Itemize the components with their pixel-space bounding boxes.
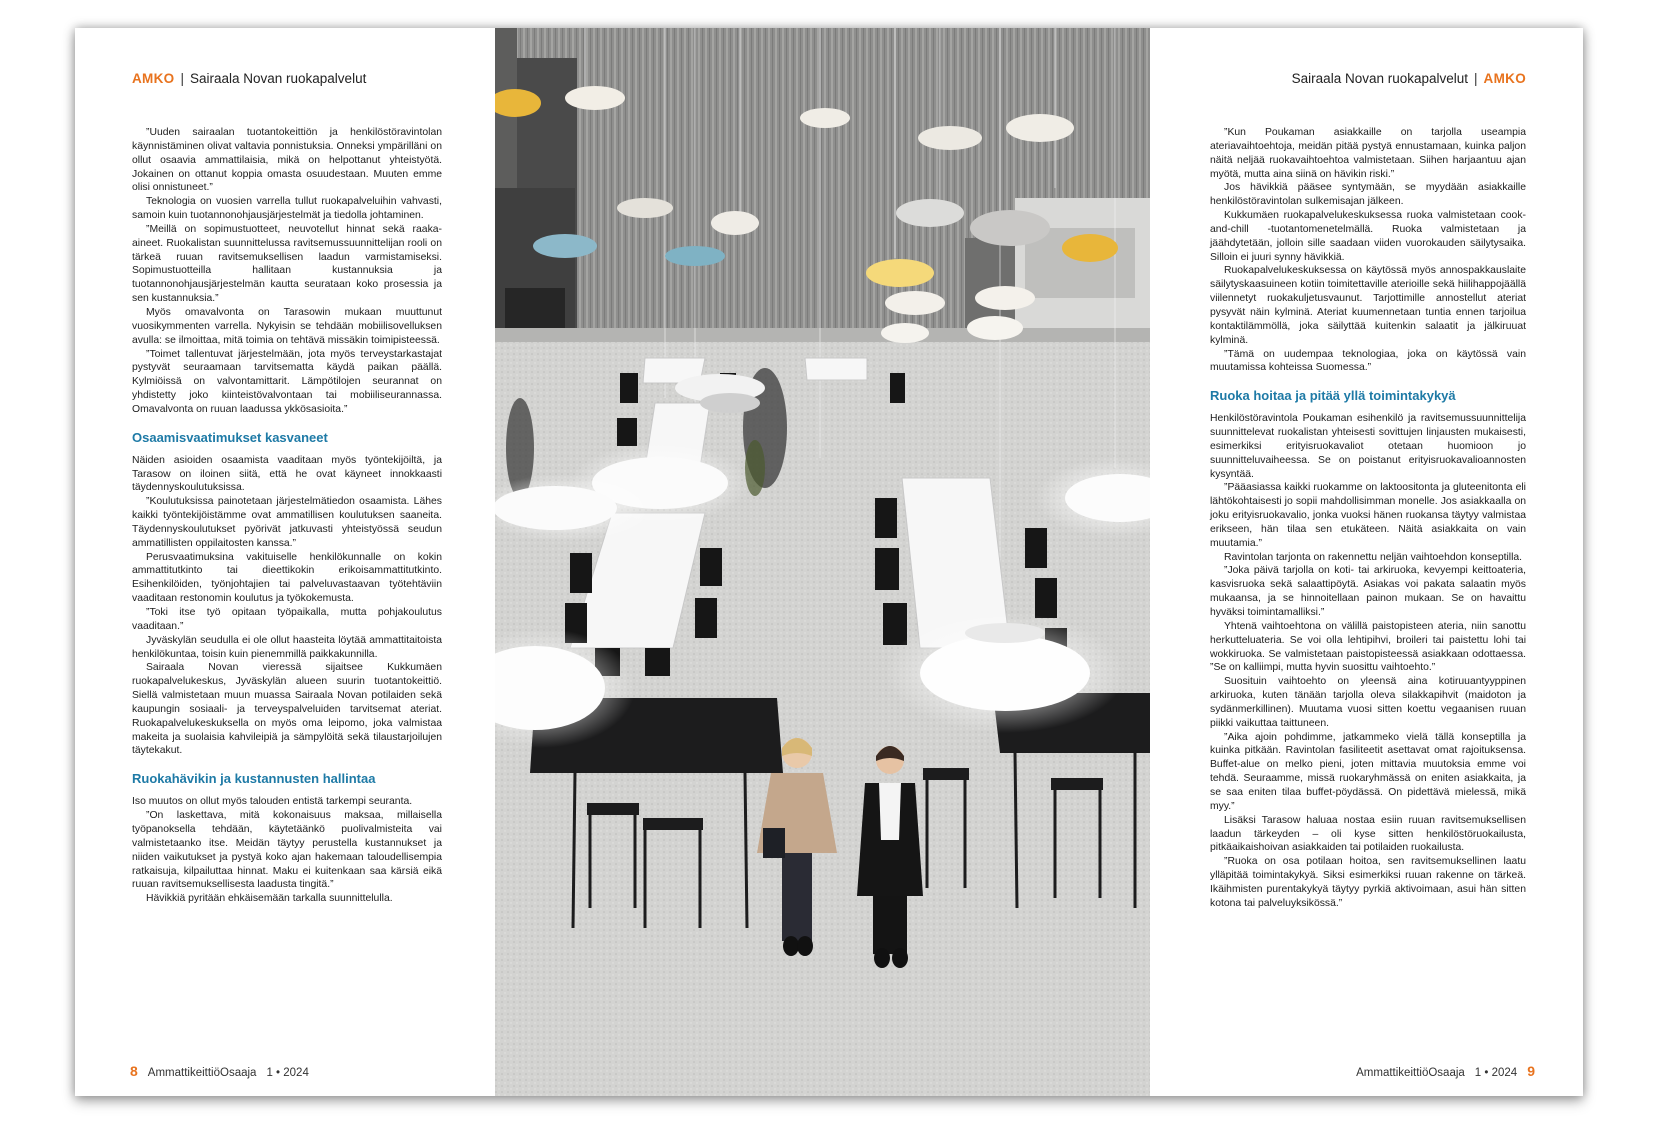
cafeteria-photo-illustration bbox=[495, 28, 1150, 1096]
magazine-name: AmmattikeittiöOsaaja bbox=[1356, 1067, 1465, 1079]
cafeteria-photo bbox=[495, 28, 1150, 1096]
left-page-header bbox=[132, 71, 366, 86]
subheading: Ruokahävikin ja kustannusten hallintaa bbox=[132, 771, 376, 787]
section-title: Sairaala Novan ruokapalvelut bbox=[189, 71, 367, 86]
page-number: 8 bbox=[130, 1063, 138, 1079]
paragraph: Suosituin vaihtoehto on yleensä aina kotiruuantyyppinen arkiruoka, kuten tänään tarjolla oleva silakkapihvit (maidoton ja sydänmerkillinen). Muutama vuosi sitten koettu vegaanisen ruuan piikki vaikuttaa taittuneen. bbox=[1210, 676, 1526, 729]
right-page-header bbox=[1292, 71, 1526, 86]
paragraph: ”Tämä on uudempaa teknologiaa, joka on käytössä vain muutamissa kohteissa Suomessa.” bbox=[1210, 348, 1526, 374]
page-number: 9 bbox=[1527, 1063, 1535, 1079]
paragraph: Jos hävikkiä pääsee syntymään, se myydään asiakkaille henkilöstöravintolan sulkemisajan jälkeen. bbox=[1210, 182, 1526, 208]
header-separator: | bbox=[1474, 71, 1478, 86]
brand-logo-text: AMKO bbox=[1483, 71, 1526, 86]
right-article-column bbox=[1210, 126, 1526, 911]
subheading: Osaamisvaatimukset kasvaneet bbox=[132, 429, 328, 445]
right-page-footer bbox=[1356, 1063, 1535, 1079]
magazine-spread bbox=[75, 28, 1583, 1096]
paragraph: Yhtenä vaihtoehtona on välillä paistopisteen ateria, niin sanottu herkutteluateria. Se voi olla lehtipihvi, broileri tai paistettu lohi tai wokkiruoka. Se valmistetaan paistopisteessä asiakkaan odottaessa. ”Se on kalliimpi, mutta hyvin suosittu vaihtoehto.” bbox=[1210, 620, 1526, 674]
paragraph: Henkilöstöravintola Poukaman esihenkilö ja ravitsemussuunnittelija suunnittelevat ruokalistan yhteisesti sovittujen linjausten mukaisesti, esimerkiksi erityisruokavaliot otetaan huomioon jo suunnitteluvaiheessa. Se on poistanut erityisruokavalioannosten kysyntää. bbox=[1210, 413, 1526, 480]
paragraph: ”Pääasiassa kaikki ruokamme on laktoositonta ja gluteenitonta eli lähtökohtaisesti jo sopii mahdollisimman monelle. Jos asiakkaalla on joku erityisruokavalio, jonka vuoksi hänen ruokansa täytyy valmistaa erikseen, hän tilaa sen etukäteen. Näitä asiakkaita on vain muutamia.” bbox=[1210, 482, 1526, 549]
paragraph: ”Toimet tallentuvat järjestelmään, jota myös terveystarkastajat pystyvät seuraamaan tarvitsematta käydä paikan päällä. Kylmiöissä on valvontamittarit. Lämpötilojen seurannat on yhdistetty joko kiinteistövalvontaan tai mobiiliseurannassa. Omavalvonta on ruuan laadussa ykkösasioita.” bbox=[132, 348, 442, 415]
magazine-name: AmmattikeittiöOsaaja bbox=[147, 1067, 257, 1079]
left-page-footer bbox=[130, 1063, 309, 1079]
paragraph: Perusvaatimuksina vakituiselle henkilökunnalle on kokin ammattitutkinto tai dieettikokin erikoisammattitutkinto. Esihenkilöiden, työnjohtajien tai palveluvastaavan työtehtäviin vaaditaan restonomin koulutus ja työkokemusta. bbox=[132, 551, 442, 605]
paragraph: Kukkumäen ruokapalvelukeskuksessa ruoka valmistetaan cook-and-chill -tuotantomenetelmällä. Ruoka valmistetaan ja jäähdytetään, jolloin sille saadaan viiden vuorokauden säilytysaika. Silloin ei juuri synny hävikkiä. bbox=[1210, 210, 1526, 263]
paragraph: Iso muutos on ollut myös talouden entistä tarkempi seuranta. bbox=[132, 796, 413, 808]
paragraph: Sairaala Novan vieressä sijaitsee Kukkumäen ruokapalvelukeskus, Jyväskylän alueen suurin tuotantokeittiö. Siellä valmistetaan muun muassa Sairaala Novan potilaiden sekä kaupungin sosiaali- ja terveyspalveluiden tarvitsemat ateriat. Ruokapalvelukeskuksella on myös oma leipomo, joka valmistaa makeita ja suolaisia kahvileipiä ja sämpylöitä sekä tilaustarjoilujen täytekakut. bbox=[132, 662, 442, 757]
paragraph: ”Uuden sairaalan tuotantokeittiön ja henkilöstöravintolan käynnistäminen olivat valtavia ponnistuksia. Onneksi ympärilläni on ollut osaavia ammattilaisia, mikä on helpottanut yhteistyötä. Jokainen on ottanut koppia omasta osuudestaan. Muuten emme olisi onnistuneet.” bbox=[132, 127, 442, 194]
paragraph: Ruokapalvelukeskuksessa on käytössä myös annospakkauslaite säilytyskaasuineen kotiin toimitettaville aterioille sekä hiilihappojäällä viilennetyt ruokakuljetusvaunut. Tarjottimille annostellut ateriat pysyvät näin kylminä. Ateriat kuumennetaan tuntia ennen tarjoilua kontaktilämmöllä, joka säilyttää kuitenkin salaatit ja jälkiruuat kylminä. bbox=[1210, 265, 1526, 346]
subheading: Ruoka hoitaa ja pitää yllä toimintakykyä bbox=[1210, 388, 1456, 404]
paragraph: Teknologia on vuosien varrella tullut ruokapalveluihin vahvasti, samoin kuin tuotannonohjausjärjestelmät ja tiedolla johtaminen. bbox=[132, 196, 442, 222]
paragraph: ”Aika ajoin pohdimme, jatkammeko vielä tällä konseptilla ja kuinka pitkään. Ravintolan fasiliteetit asettavat omat rajoituksensa. Buffet-alue on melko pieni, joten mittavia muutoksia emme voi tehdä. Seuraamme, missä ruokaryhmässä on eniten asiakkaita, ja se saa eniten tilaa buffet-pöydässä. On pidettävä mielessä, mikä myy.” bbox=[1210, 731, 1526, 812]
paragraph: ”Ruoka on osa potilaan hoitoa, sen ravitsemuksellinen laatu ylläpitää toimintakykyä. Siksi esimerkiksi ruuan rakenne on tärkeä. Ikäihmisten purentakykyä täytyy pyrkiä aktivoimaan, asui hän sitten kotona tai palveluyksikössä.” bbox=[1210, 856, 1526, 909]
left-article-column bbox=[132, 126, 442, 906]
paragraph: Lisäksi Tarasow haluaa nostaa esiin ruuan ravitsemuksellisen laadun tärkeyden – oli kyse sitten henkilöstöruokailusta, pitkäaikaishoivan asiakkaiden tai potilaiden ruokailusta. bbox=[1210, 814, 1526, 854]
paragraph: ”Kun Poukaman asiakkaille on tarjolla useampia ateriavaihtoehtoja, meidän pitää pystyä ennustamaan, kuinka paljon näitä neljää ruokavaihtoehtoa valmistetaan. Siihen harjaantuu ajan myötä, mutta aina siinä on hävikin riski.” bbox=[1210, 127, 1526, 180]
right-page bbox=[1150, 28, 1583, 1096]
left-page bbox=[75, 28, 495, 1096]
paragraph: Hävikkiä pyritään ehkäisemään tarkalla suunnittelulla. bbox=[146, 893, 393, 905]
paragraph: Jyväskylän seudulla ei ole ollut haasteita löytää ammattitaitoista henkilökuntaa, toisin kuin pienemmillä paikkakunnilla. bbox=[132, 634, 442, 660]
paragraph: ”On laskettava, mitä kokonaisuus maksaa, millaisella työpanoksella tehdään, käytetäänkö puolivalmisteita vai valmistetaanko itse. Meidän täytyy perustella kustannukset ja niiden vaikutukset ja pystyä koko ajan hakemaan taloudellisempia ratkaisuja, kilpailuttaa hinnat. Maku ei kuitenkaan saa kärsiä eikä ruuan ravitsemuksellisesta laadusta tingitä.” bbox=[132, 810, 442, 891]
section-title: Sairaala Novan ruokapalvelut bbox=[1291, 71, 1469, 86]
paragraph: ”Koulutuksissa painotetaan järjestelmätiedon osaamista. Lähes kaikki työntekijöistämme ovat ammatillisen koulutuksen saaneita. Täydennyskoulutukset pyörivät jatkuvasti yhteistyössä seudun ammatillisten oppilaitosten kanssa.” bbox=[132, 496, 442, 549]
paragraph: Myös omavalvonta on Tarasowin mukaan muuttunut vuosikymmenten varrella. Nykyisin se tehdään mobiilisovelluksen avulla: se ilmoittaa, mitä toimia on tehtävä missäkin toimipisteessä. bbox=[132, 306, 442, 346]
paragraph: ”Meillä on sopimustuotteet, neuvotellut hinnat sekä raaka-aineet. Ruokalistan suunnittelussa ravitsemussuunnittelijan rooli on tärkeä ruuan ravitsemuksellisen laadun varmistamiseksi. Sopimustuotteilla hallitaan kustannuksia ja tuotannonohjausjärjestelmän kautta seurataan koko prosessia ja sen kustannuksia.” bbox=[132, 223, 442, 305]
brand-logo-text: AMKO bbox=[132, 71, 175, 86]
issue-number: 1 • 2024 bbox=[1474, 1067, 1518, 1079]
issue-number: 1 • 2024 bbox=[266, 1067, 309, 1079]
header-separator: | bbox=[180, 71, 184, 86]
paragraph: Näiden asioiden osaamista vaaditaan myös työntekijöiltä, ja Tarasow on iloinen siitä, että he ovat käyneet innokkaasti täydennyskoulutuksissa. bbox=[132, 454, 442, 494]
paragraph: ”Toki itse työ opitaan työpaikalla, mutta pohjakoulutus vaaditaan.” bbox=[132, 607, 442, 632]
paragraph: ”Joka päivä tarjolla on koti- tai arkiruoka, kevyempi keittoateria, kasvisruoka sekä salaattipöytä. Asiakas voi pakata salaatin myös mukaansa, ja se hinnoitellaan painon mukaan. Se on havaittu hyväksi toimintamalliksi.” bbox=[1210, 565, 1526, 618]
paragraph: Ravintolan tarjonta on rakennettu neljän vaihtoehdon konseptilla. bbox=[1224, 551, 1523, 563]
